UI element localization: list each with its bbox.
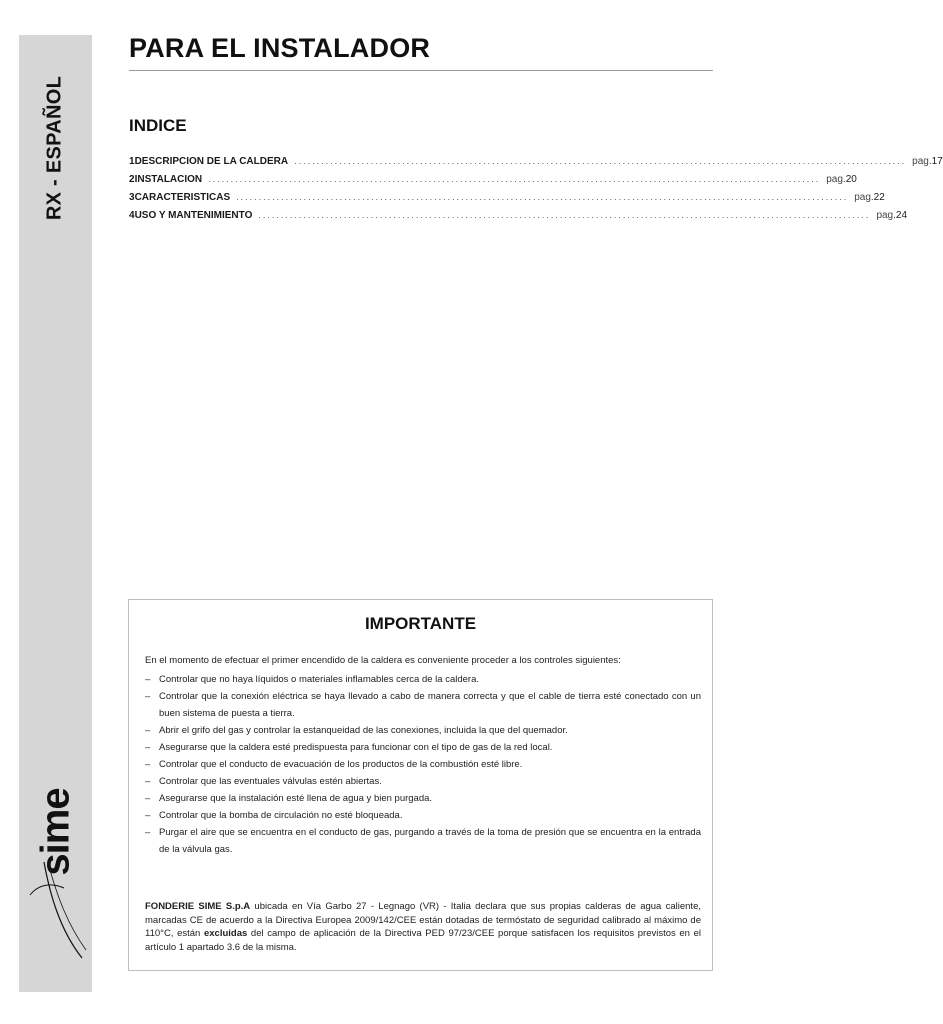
list-item: – Controlar que la conexión eléctrica se haya llevado a cabo de manera correcta y que el cable de tierra esté conectado con un buen sistema de puesta a tierra. [145,688,701,722]
toc-pag-label: pag. [876,210,896,221]
toc-entry[interactable] [129,156,943,174]
manufacturer-declaration [145,900,701,954]
list-item: – Controlar que las eventuales válvulas estén abiertas. [145,773,701,790]
list-item: – Abrir el grifo del gas y controlar la estanqueidad de las conexiones, incluida la que del quemador. [145,722,701,739]
index-heading: INDICE [129,116,187,135]
toc-page-number: 24 [895,210,908,221]
toc-leader-dots: ........................................................................................................................................ [236,192,849,202]
list-item: – Purgar el aire que se encuentra en el conducto de gas, purgando a través de la toma de presión que se encuentra en la entrada de la válvula gas. [145,824,701,858]
important-title: IMPORTANTE [364,614,477,633]
list-item: – Controlar que el conducto de evacuación de los productos de la combustión esté libre. [145,756,701,773]
toc-pag-label: pag. [826,174,846,185]
toc-page-number: 20 [845,174,857,185]
list-item: – Controlar que la bomba de circulación no esté bloqueada. [145,807,701,824]
page-title: PARA EL INSTALADOR [129,33,431,63]
toc-number: 4 [129,210,135,221]
toc-label: CARACTERISTICAS [134,192,231,203]
declaration-text: del campo de aplicación de la Directiva PED 97/23/CEE porque satisfacen los requisitos previstos en el artículo 1 apartado 3.6 de la misma. [145,928,702,953]
important-intro: En el momento de efectuar el primer encendido de la caldera es conveniente proceder a los controles siguientes: [145,655,621,666]
list-item: – Controlar que no haya líquidos o materiales inflamables cerca de la caldera. [145,671,701,688]
toc-leader-dots: ........................................................................................................................................ [208,174,821,184]
toc-page-number: 17 [931,156,943,167]
declaration-text: ubicada en Vía Garbo 27 - Legnago (VR) - Italia declara que sus propias calderas de agua caliente, marcadas CE de acuerdo a la Directiva Europea 2009/142/CEE están dotadas de termóstato de seguridad calibrado al máximo de 110°C, están [145,901,701,939]
toc-entry[interactable] [129,192,885,210]
list-item: – Asegurarse que la caldera esté predispuesta para funcionar con el tipo de gas de la red local. [145,739,701,756]
title-divider [129,70,713,71]
toc-label: INSTALACION [134,174,203,185]
toc-leader-dots: ........................................................................................................................................ [258,210,871,220]
toc-pag-label: pag. [854,192,874,203]
table-of-contents [129,156,943,228]
declaration-emphasis: excluidas [203,928,248,939]
checklist [145,671,701,858]
toc-entry[interactable] [129,210,908,228]
toc-entry[interactable] [129,174,857,192]
list-item: – Asegurarse que la instalación esté llena de agua y bien purgada. [145,790,701,807]
logo-wordmark: sime [33,788,78,876]
toc-label: USO Y MANTENIMIENTO [134,210,253,221]
important-notice-box [128,599,713,971]
toc-number: 3 [129,192,135,203]
toc-page-number: 22 [873,192,885,203]
company-name: FONDERIE SIME S.p.A [145,901,251,912]
toc-pag-label: pag. [912,156,932,167]
toc-number: 1 [129,156,135,167]
sidebar-title: RX - ESPAÑOL [43,75,66,221]
toc-number: 2 [129,174,135,185]
toc-leader-dots: ........................................................................................................................................ [294,156,907,166]
toc-label: DESCRIPCION DE LA CALDERA [134,156,289,167]
